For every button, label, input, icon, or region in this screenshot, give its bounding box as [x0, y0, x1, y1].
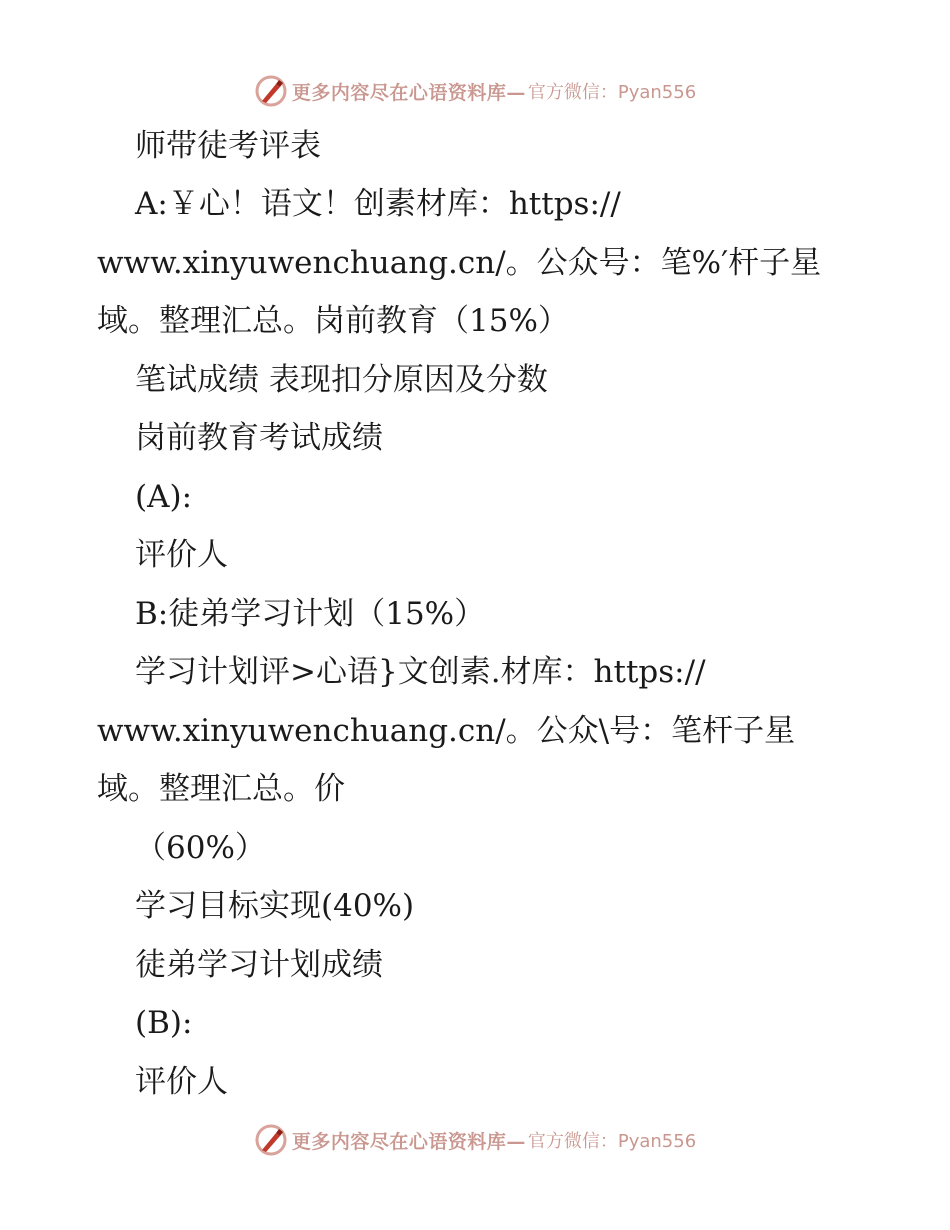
text-line: （60%）: [135, 830, 266, 866]
text-line: www.xinyuwenchuang.cn/。公众\号：笔杆子星: [97, 713, 796, 749]
text-line: 域。整理汇总。岗前教育（15%）: [97, 303, 569, 339]
pen-logo-icon: [254, 1123, 288, 1157]
text-line: 徒弟学习计划成绩: [135, 947, 383, 983]
text-line: (A):: [135, 479, 193, 515]
text-line: 域。整理汇总。价: [97, 771, 345, 807]
footer-banner: [0, 1118, 950, 1162]
banner-wechat-text: 官方微信：Pyan556: [527, 1131, 697, 1152]
text-line: 岗前教育考试成绩: [135, 420, 383, 456]
text-line: A:￥心！语文！创素材库：https://: [135, 186, 621, 222]
banner-brand-text: 更多内容尽在心语资料库—: [291, 1130, 526, 1153]
header-banner: [0, 69, 950, 113]
text-line: www.xinyuwenchuang.cn/。公众号：笔%′杆子星: [97, 245, 822, 281]
text-line: 评价人: [135, 1064, 228, 1100]
text-line: 学习计划评>心语}文创素.材库：https://: [135, 654, 706, 690]
banner-brand-text: 更多内容尽在心语资料库—: [291, 81, 526, 104]
text-line: 学习目标实现(40%): [135, 888, 415, 924]
pen-logo-icon: [254, 74, 288, 108]
text-line: 笔试成绩 表现扣分原因及分数: [135, 362, 548, 398]
text-line: 评价人: [135, 537, 228, 573]
text-line: (B):: [135, 1005, 193, 1041]
document-title: 师带徒考评表: [135, 128, 321, 164]
text-line: B:徒弟学习计划（15%）: [135, 596, 486, 632]
banner-wechat-text: 官方微信：Pyan556: [527, 82, 697, 103]
